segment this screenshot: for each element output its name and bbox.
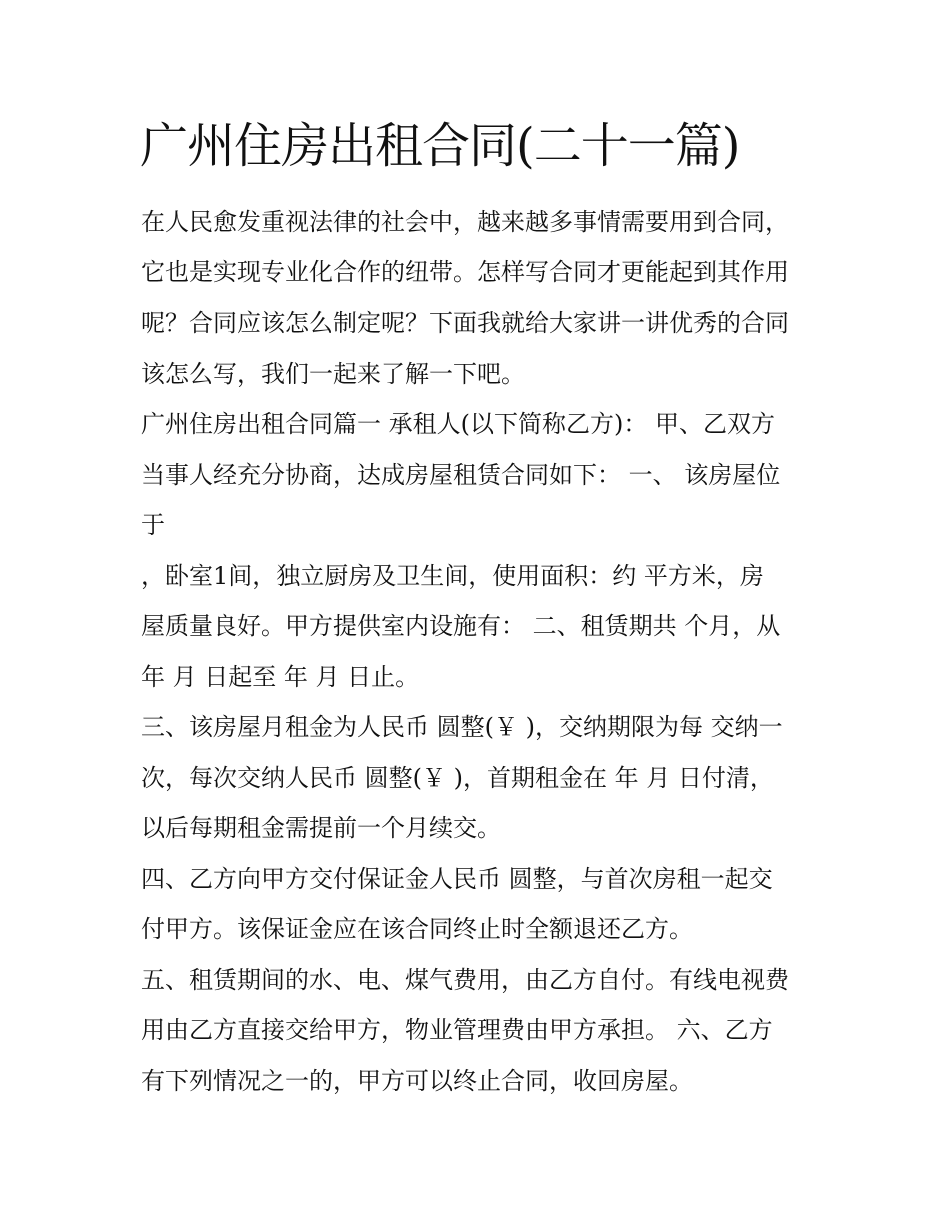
paragraph-line: 四、乙方向甲方交付保证金人民币 圆整，与首次房租一起交: [141, 865, 773, 893]
paragraph-line: 付甲方。该保证金应在该合同终止时全额退还乙方。: [141, 915, 693, 943]
paragraph-line: 年 月 日起至 年 月 日止。: [141, 663, 420, 691]
paragraph-line: 三、该房屋月租金为人民币 圆整(￥ )，交纳期限为每 交纳一: [141, 713, 783, 741]
paragraph-line: 用由乙方直接交给甲方，物业管理费由甲方承担。 六、乙方: [141, 1016, 773, 1044]
paragraph-line: 五、租赁期间的水、电、煤气费用，由乙方自付。有线电视费: [141, 966, 789, 994]
paragraph-line: 广州住房出租合同篇一 承租人(以下简称乙方)： 甲、乙双方: [141, 410, 775, 438]
paragraph-line: 于: [141, 511, 165, 539]
paragraph-line: 以后每期租金需提前一个月续交。: [141, 814, 501, 842]
paragraph-line: 呢？合同应该怎么制定呢？下面我就给大家讲一讲优秀的合同: [141, 309, 789, 337]
document-title: 广州住房出租合同(二十一篇): [140, 118, 740, 174]
paragraph-line: 它也是实现专业化合作的纽带。怎样写合同才更能起到其作用: [141, 258, 789, 286]
paragraph-line: 有下列情况之一的，甲方可以终止合同，收回房屋。: [141, 1067, 693, 1095]
paragraph-line: ，卧室1间，独立厨房及卫生间，使用面积：约 平方米，房: [141, 562, 764, 590]
paragraph-line: 当事人经充分协商，达成房屋租赁合同如下： 一、 该房屋位: [141, 461, 781, 489]
paragraph-line: 次，每次交纳人民币 圆整(￥ )，首期租金在 年 月 日付清，: [141, 764, 774, 792]
paragraph-line: 在人民愈发重视法律的社会中，越来越多事情需要用到合同，: [141, 208, 789, 236]
paragraph-line: 屋质量良好。甲方提供室内设施有： 二、租赁期共 个月，从: [141, 612, 781, 640]
paragraph-line: 该怎么写，我们一起来了解一下吧。: [141, 360, 525, 388]
